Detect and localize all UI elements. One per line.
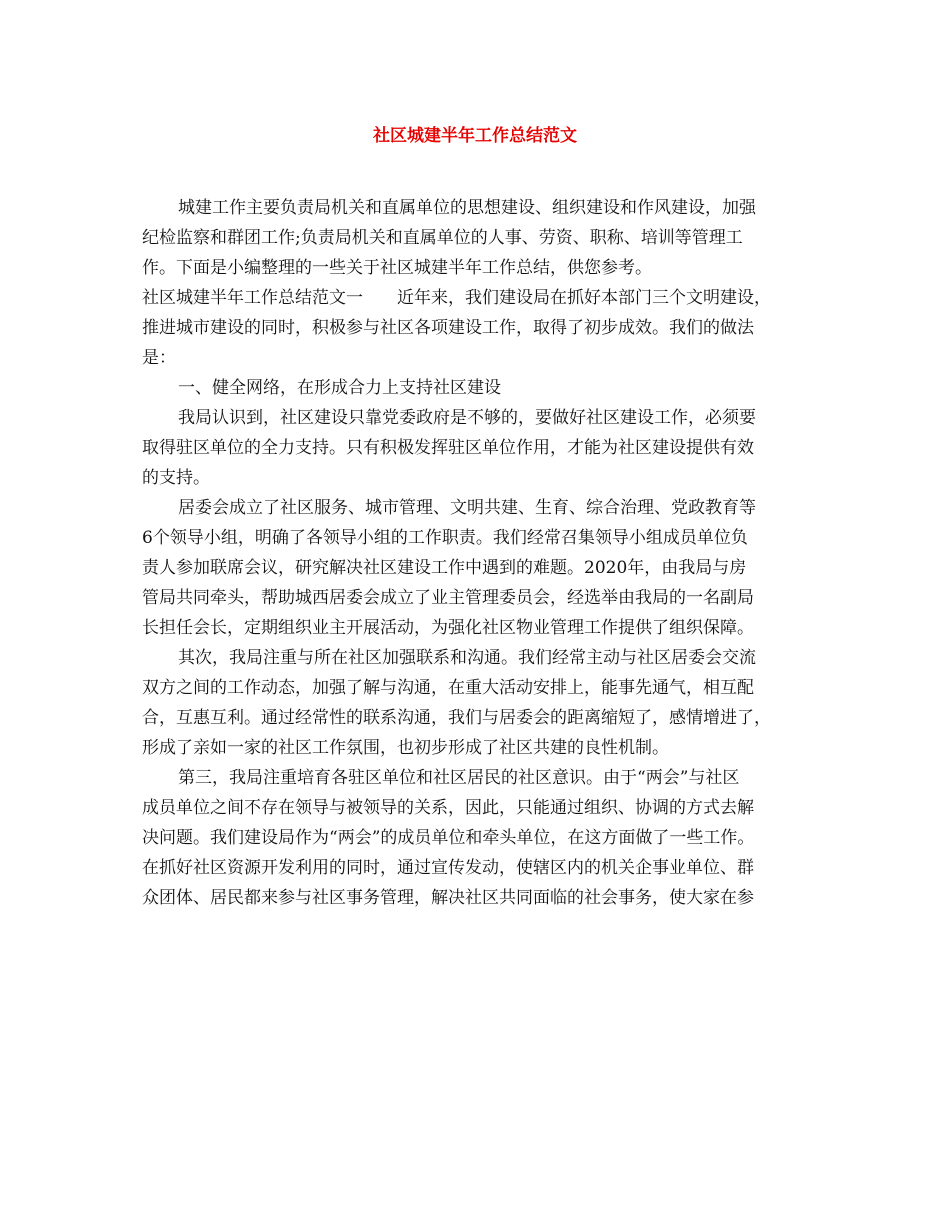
- paragraph-line: 居委会成立了社区服务、城市管理、文明共建、生育、综合治理、党政教育等: [178, 498, 756, 518]
- paragraph-line: 长担任会长，定期组织业主开展活动，为强化社区物业管理工作提供了组织保障。: [142, 618, 754, 638]
- paragraph-line: 的支持。: [142, 468, 210, 488]
- paragraph-line: 6个领导小组，明确了各领导小组的工作职责。我们经常召集领导小组成员单位负: [142, 528, 748, 548]
- paragraph-line: 作。下面是小编整理的一些关于社区城建半年工作总结，供您参考。: [142, 258, 652, 278]
- paragraph-line: 纪检监察和群团工作;负责局机关和直属单位的人事、劳资、职称、培训等管理工: [142, 228, 743, 248]
- paragraph-line: 双方之间的工作动态，加强了解与沟通，在重大活动安排上，能事先通气，相互配: [142, 678, 754, 698]
- paragraph-line: 取得驻区单位的全力支持。只有积极发挥驻区单位作用，才能为社区建设提供有效: [142, 438, 754, 458]
- paragraph-line: 形成了亲如一家的社区工作氛围，也初步形成了社区共建的良性机制。: [142, 738, 669, 758]
- paragraph-line: 我局认识到，社区建设只靠党委政府是不够的，要做好社区建设工作，必须要: [178, 408, 756, 428]
- paragraph-line: 决问题。我们建设局作为“两会”的成员单位和牵头单位，在这方面做了一些工作。: [142, 828, 755, 848]
- paragraph-line: 城建工作主要负责局机关和直属单位的思想建设、组织建设和作风建设，加强: [178, 198, 756, 218]
- paragraph-line: 第三，我局注重培育各驻区单位和社区居民的社区意识。由于“两会”与社区: [178, 768, 740, 788]
- paragraph-line: 成员单位之间不存在领导与被领导的关系，因此，只能通过组织、协调的方式去解: [142, 798, 754, 818]
- paragraph-line: 在抓好社区资源开发利用的同时，通过宣传发动，使辖区内的机关企事业单位、群: [142, 858, 754, 878]
- paragraph-line: 管局共同牵头，帮助城西居委会成立了业主管理委员会，经选举由我局的一名副局: [142, 588, 754, 608]
- paragraph-line: 是：: [142, 348, 176, 368]
- paragraph-line: 众团体、居民都来参与社区事务管理，解决社区共同面临的社会事务，使大家在参: [142, 888, 754, 908]
- paragraph-line: 社区城建半年工作总结范文一 近年来，我们建设局在抓好本部门三个文明建设，: [142, 288, 771, 308]
- paragraph-line: 合，互惠互利。通过经常性的联系沟通，我们与居委会的距离缩短了，感情增进了，: [142, 708, 771, 728]
- document-body: [142, 193, 822, 913]
- document-title: 社区城建半年工作总结范文: [373, 126, 577, 146]
- paragraph-line: 其次，我局注重与所在社区加强联系和沟通。我们经常主动与社区居委会交流: [178, 648, 756, 668]
- paragraph-line: 责人参加联席会议，研究解决社区建设工作中遇到的难题。2020年，由我局与房: [142, 558, 747, 578]
- paragraph-line: 推进城市建设的同时，积极参与社区各项建设工作，取得了初步成效。我们的做法: [142, 318, 754, 338]
- section-heading: 一、健全网络，在形成合力上支持社区建设: [178, 378, 501, 398]
